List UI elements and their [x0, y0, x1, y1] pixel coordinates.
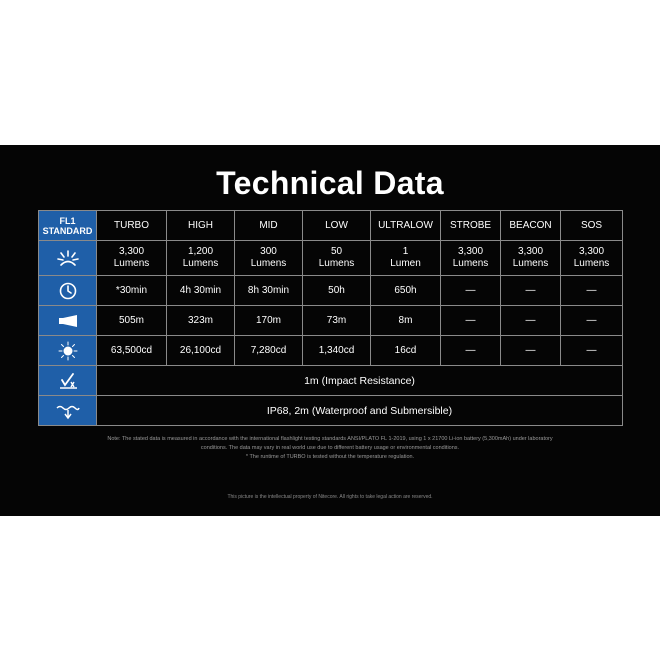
intensity-cell: 1,340cd	[303, 336, 371, 366]
output-row	[39, 241, 623, 276]
intensity-cell: 16cd	[371, 336, 441, 366]
brightness-burst-icon	[39, 241, 97, 276]
output-cell: 1,200 Lumens	[167, 241, 235, 276]
output-cell: 3,300 Lumens	[561, 241, 623, 276]
footnote-line: Note: The stated data is measured in accordance with the international flashlight testing standards ANSI/PLATO FL 1-2019, using 1 x 21700 Li-ion battery (5,300mAh) under laboratory	[107, 436, 553, 442]
peak-intensity-icon	[39, 336, 97, 366]
runtime-cell: 8h 30min	[235, 276, 303, 306]
distance-cell: 323m	[167, 306, 235, 336]
intensity-cell: —	[441, 336, 501, 366]
intensity-cell: —	[501, 336, 561, 366]
footnote-line: conditions. The data may vary in real world use due to different battery usage or environmental conditions.	[200, 445, 460, 451]
mode-header: ULTRALOW	[371, 211, 441, 241]
impact-row	[39, 366, 623, 396]
page-title: Technical Data	[216, 165, 444, 201]
impact-value: 1m (Impact Resistance)	[97, 366, 623, 396]
impact-resistance-icon	[39, 366, 97, 396]
mode-header: STROBE	[441, 211, 501, 241]
distance-cell: 73m	[303, 306, 371, 336]
waterproof-row	[39, 396, 623, 426]
mode-header: BEACON	[501, 211, 561, 241]
runtime-cell: —	[441, 276, 501, 306]
output-cell: 1 Lumen	[371, 241, 441, 276]
output-cell: 3,300 Lumens	[97, 241, 167, 276]
mode-header: MID	[235, 211, 303, 241]
clock-icon	[39, 276, 97, 306]
intensity-cell: 63,500cd	[97, 336, 167, 366]
waterproof-value: IP68, 2m (Waterproof and Submersible)	[97, 396, 623, 426]
intensity-cell: —	[561, 336, 623, 366]
header-row	[39, 211, 623, 241]
spec-table	[38, 210, 623, 426]
model-label	[39, 211, 97, 241]
distance-cell: —	[501, 306, 561, 336]
output-cell: 50 Lumens	[303, 241, 371, 276]
footnote	[40, 435, 620, 462]
model-standard: STANDARD	[42, 225, 93, 236]
runtime-cell: 50h	[303, 276, 371, 306]
footnote-line: * The runtime of TURBO is tested without the temperature regulation.	[245, 454, 415, 460]
distance-cell: 8m	[371, 306, 441, 336]
intensity-cell: 7,280cd	[235, 336, 303, 366]
waterproof-icon	[39, 396, 97, 426]
beam-distance-icon	[39, 306, 97, 336]
runtime-cell: 4h 30min	[167, 276, 235, 306]
runtime-row	[39, 276, 623, 306]
distance-cell: —	[441, 306, 501, 336]
intensity-row	[39, 336, 623, 366]
mode-header: HIGH	[167, 211, 235, 241]
runtime-cell: —	[561, 276, 623, 306]
runtime-cell: *30min	[97, 276, 167, 306]
output-cell: 3,300 Lumens	[441, 241, 501, 276]
distance-cell: —	[561, 306, 623, 336]
distance-cell: 505m	[97, 306, 167, 336]
mode-header: SOS	[561, 211, 623, 241]
distance-cell: 170m	[235, 306, 303, 336]
mode-header: LOW	[303, 211, 371, 241]
intensity-cell: 26,100cd	[167, 336, 235, 366]
output-cell: 3,300 Lumens	[501, 241, 561, 276]
mode-header: TURBO	[97, 211, 167, 241]
copyright-notice: This picture is the intellectual property of Nitecore. All rights to take legal action are reserved.	[227, 494, 433, 500]
output-cell: 300 Lumens	[235, 241, 303, 276]
distance-row	[39, 306, 623, 336]
model-name: FL1	[59, 215, 76, 226]
runtime-cell: —	[501, 276, 561, 306]
runtime-cell: 650h	[371, 276, 441, 306]
technical-data-panel	[0, 145, 660, 516]
